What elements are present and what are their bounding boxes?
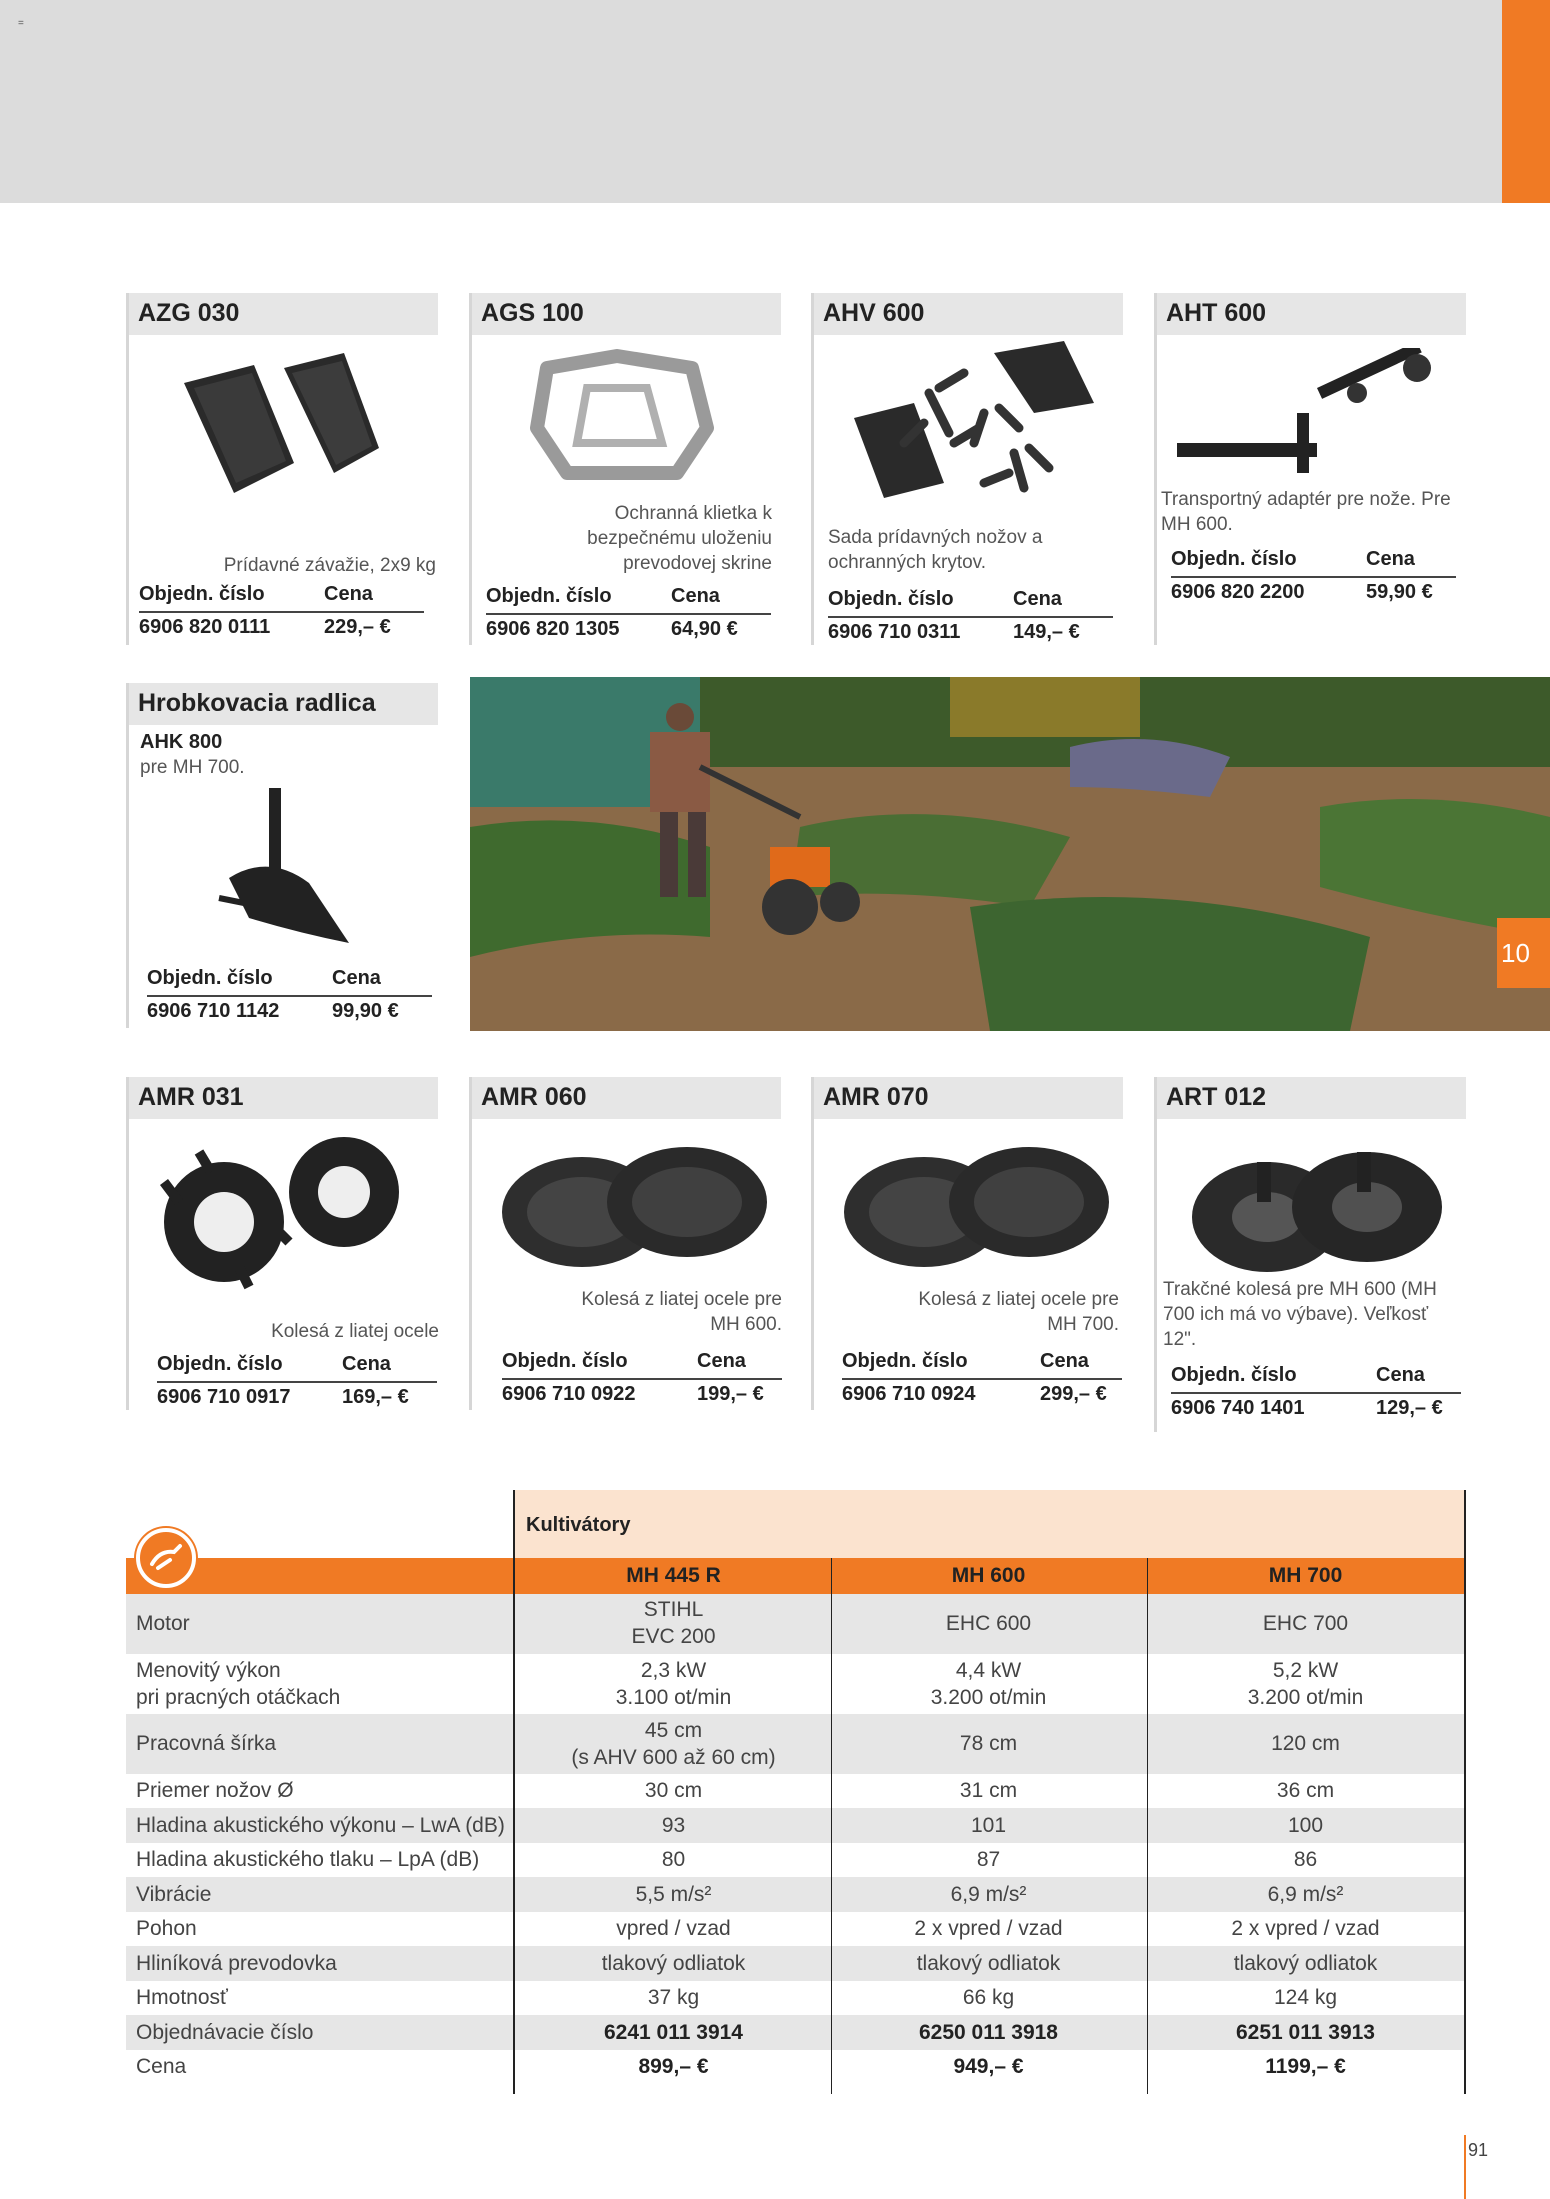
steel-wheels-image xyxy=(139,1122,429,1302)
order-number: 6906 820 2200 xyxy=(1171,581,1305,603)
product-title: Hrobkovacia radlica xyxy=(129,683,438,725)
order-label: Objedn. číslo xyxy=(486,585,612,607)
spec-value: 949,– € xyxy=(953,2055,1024,2078)
price-label: Cena xyxy=(342,1353,391,1375)
order-label: Objedn. číslo xyxy=(157,1353,283,1375)
product-desc: Trakčné kolesá pre MH 600 (MH 700 ich má vo výbave). Veľkosť 12". xyxy=(1163,1279,1437,1350)
section-tab[interactable]: 10 xyxy=(1497,918,1550,988)
product-code: AMR 060 xyxy=(472,1077,781,1119)
spec-label: Motor xyxy=(136,1612,190,1635)
spec-value: 6,9 m/s² xyxy=(1267,1883,1344,1906)
transport-adapter-image xyxy=(1167,348,1457,478)
plough-image xyxy=(209,783,369,953)
spec-value: 78 cm xyxy=(959,1732,1018,1755)
product-desc: Ochranná klietka k bezpečnému uloženiu prevodovej skrine xyxy=(587,503,772,574)
spec-value: 2,3 kW 3.100 ot/min xyxy=(615,1659,732,1709)
order-table xyxy=(828,588,1113,648)
product-code: AMR 070 xyxy=(814,1077,1123,1119)
spec-value: 30 cm xyxy=(644,1779,703,1802)
spec-row xyxy=(126,1981,1466,2015)
page-number: 91 xyxy=(1468,2140,1489,2160)
price: 149,– € xyxy=(1013,621,1080,643)
column-divider xyxy=(513,1490,515,2094)
spec-value: 1199,– € xyxy=(1265,2055,1346,2078)
spec-value: 31 cm xyxy=(959,1779,1018,1802)
order-table xyxy=(502,1350,782,1410)
product-code: AGS 100 xyxy=(472,293,781,335)
spec-value: 45 cm (s AHV 600 až 60 cm) xyxy=(571,1719,776,1769)
spec-label: Menovitý výkon pri pracných otáčkach xyxy=(136,1659,341,1709)
product-card-azg030 xyxy=(126,293,438,645)
spec-value: 5,2 kW 3.200 ot/min xyxy=(1247,1659,1364,1709)
product-desc: Kolesá z liatej ocele pre MH 600. xyxy=(581,1289,782,1335)
price-label: Cena xyxy=(1376,1364,1425,1386)
order-number: 6906 710 1142 xyxy=(147,1000,280,1022)
spec-row xyxy=(126,1808,1466,1843)
order-table xyxy=(157,1353,437,1413)
spec-value: 66 kg xyxy=(962,1986,1015,2009)
product-desc: Prídavné závažie, 2x9 kg xyxy=(223,555,436,576)
product-desc: Sada prídavných nožov a ochranných krytov. xyxy=(828,527,1043,573)
spec-value: 4,4 kW 3.200 ot/min xyxy=(930,1659,1047,1709)
spec-row xyxy=(126,1654,1466,1714)
spec-row xyxy=(126,1774,1466,1808)
order-number: 6906 820 0111 xyxy=(139,616,271,638)
product-card-aht600 xyxy=(1154,293,1466,645)
order-label: Objedn. číslo xyxy=(1171,548,1297,570)
spec-row xyxy=(126,1912,1466,1946)
spec-row xyxy=(126,1946,1466,1981)
spec-label: Cena xyxy=(136,2055,187,2078)
spec-value: STIHL EVC 200 xyxy=(631,1598,716,1648)
column-divider xyxy=(1147,1558,1148,2094)
column-divider xyxy=(1464,1490,1466,2094)
spec-value: 2 x vpred / vzad xyxy=(914,1917,1063,1940)
spec-value: 100 xyxy=(1287,1814,1324,1837)
spec-label: Pohon xyxy=(136,1917,197,1940)
product-code: AHV 600 xyxy=(814,293,1123,335)
spec-value: EHC 700 xyxy=(1262,1612,1349,1635)
price: 299,– € xyxy=(1040,1383,1107,1405)
spec-row xyxy=(126,1714,1466,1774)
category-row xyxy=(514,1490,1466,1558)
spec-label: Hladina akustického tlaku – LpA (dB) xyxy=(136,1848,480,1871)
page-number-rule xyxy=(1464,2135,1466,2199)
protective-cage-image xyxy=(527,348,717,483)
product-code: ART 012 xyxy=(1157,1077,1466,1119)
spec-value: 6241 011 3914 xyxy=(604,2021,743,2044)
spec-value: 120 cm xyxy=(1271,1732,1340,1755)
product-card-amr060 xyxy=(469,1077,781,1410)
product-code: AZG 030 xyxy=(129,293,438,335)
price-label: Cena xyxy=(1366,548,1415,570)
spec-value: 2 x vpred / vzad xyxy=(1231,1917,1380,1940)
spec-row xyxy=(126,2015,1466,2050)
spec-value: 86 xyxy=(1293,1848,1318,1871)
order-number: 6906 710 0922 xyxy=(502,1383,636,1405)
price: 59,90 € xyxy=(1366,581,1433,603)
price-label: Cena xyxy=(1013,588,1062,610)
price-label: Cena xyxy=(332,967,381,989)
spec-label: Hladina akustického výkonu – LwA (dB) xyxy=(136,1814,505,1837)
spec-value: 6250 011 3918 xyxy=(919,2021,1058,2044)
model-header: MH 700 xyxy=(1268,1564,1343,1587)
spec-value: 80 xyxy=(661,1848,686,1871)
product-code: AHK 800 xyxy=(140,731,223,753)
price: 64,90 € xyxy=(671,618,738,640)
spec-value: tlakový odliatok xyxy=(1233,1952,1378,1975)
spec-label: Pracovná šírka xyxy=(136,1732,277,1755)
product-card-amr070 xyxy=(811,1077,1123,1410)
order-label: Objedn. číslo xyxy=(1171,1364,1297,1386)
spec-row xyxy=(126,1594,1466,1654)
order-label: Objedn. číslo xyxy=(139,583,265,605)
product-card-amr031 xyxy=(126,1077,438,1410)
model-header: MH 445 R xyxy=(626,1564,721,1587)
product-card-ahk800 xyxy=(126,683,438,1028)
menu-icon[interactable]: = xyxy=(18,18,24,29)
product-desc: pre MH 700. xyxy=(140,757,245,778)
order-table xyxy=(1171,548,1456,608)
spec-value: tlakový odliatok xyxy=(601,1952,746,1975)
traction-wheels-image xyxy=(1182,1142,1452,1282)
product-card-ahv600 xyxy=(811,293,1123,645)
top-orange-tab xyxy=(1502,0,1550,203)
order-number: 6906 710 0924 xyxy=(842,1383,976,1405)
spec-label: Objednávacie číslo xyxy=(136,2021,314,2044)
spec-value: vpred / vzad xyxy=(616,1917,731,1940)
price: 99,90 € xyxy=(332,1000,399,1022)
product-card-ags100 xyxy=(469,293,781,645)
category-label: Kultivátory xyxy=(526,1514,631,1536)
spec-value: 87 xyxy=(976,1848,1001,1871)
weight-plates-image xyxy=(174,343,394,513)
spec-label: Priemer nožov Ø xyxy=(136,1779,294,1802)
cultivator-logo-icon xyxy=(136,1528,196,1588)
price-label: Cena xyxy=(324,583,373,605)
product-desc: Kolesá z liatej ocele pre MH 700. xyxy=(918,1289,1119,1335)
spec-value: 36 cm xyxy=(1276,1779,1335,1802)
price-label: Cena xyxy=(1040,1350,1089,1372)
cast-steel-wheels-image xyxy=(834,1132,1124,1282)
spec-label: Hmotnosť xyxy=(136,1986,228,2009)
spec-value: 101 xyxy=(970,1814,1007,1837)
spec-table xyxy=(126,1490,1466,2090)
spec-value: tlakový odliatok xyxy=(916,1952,1061,1975)
spec-label: Vibrácie xyxy=(136,1883,212,1906)
order-label: Objedn. číslo xyxy=(502,1350,628,1372)
column-divider xyxy=(831,1558,832,2094)
order-table xyxy=(139,583,424,643)
order-number: 6906 710 0311 xyxy=(828,621,961,643)
spec-row xyxy=(126,1877,1466,1912)
spec-value: 5,5 m/s² xyxy=(635,1883,712,1906)
order-number: 6906 740 1401 xyxy=(1171,1397,1305,1419)
order-table xyxy=(842,1350,1122,1410)
order-number: 6906 820 1305 xyxy=(486,618,620,640)
price-label: Cena xyxy=(697,1350,746,1372)
spec-value: 93 xyxy=(661,1814,686,1837)
order-table xyxy=(486,585,771,645)
order-number: 6906 710 0917 xyxy=(157,1386,291,1408)
garden-tiller-photo xyxy=(470,677,1550,1031)
price: 229,– € xyxy=(324,616,391,638)
spec-row xyxy=(126,2050,1466,2084)
spec-row xyxy=(126,1843,1466,1877)
price: 129,– € xyxy=(1376,1397,1443,1419)
spec-value: 124 kg xyxy=(1273,1986,1338,2009)
product-code: AHT 600 xyxy=(1157,293,1466,335)
product-card-art012 xyxy=(1154,1077,1466,1432)
knife-set-image xyxy=(834,333,1104,508)
top-band xyxy=(0,0,1502,203)
spec-value: 6,9 m/s² xyxy=(950,1883,1027,1906)
price-label: Cena xyxy=(671,585,720,607)
price: 199,– € xyxy=(697,1383,764,1405)
spec-value: 899,– € xyxy=(638,2055,709,2078)
product-desc: Kolesá z liatej ocele xyxy=(271,1321,439,1342)
spec-value: 37 kg xyxy=(647,1986,700,2009)
model-header: MH 600 xyxy=(951,1564,1026,1587)
cast-steel-wheels-image xyxy=(492,1132,782,1282)
price: 169,– € xyxy=(342,1386,409,1408)
product-code: AMR 031 xyxy=(129,1077,438,1119)
order-label: Objedn. číslo xyxy=(828,588,954,610)
order-table xyxy=(1171,1364,1461,1424)
spec-value: EHC 600 xyxy=(945,1612,1032,1635)
spec-label: Hliníková prevodovka xyxy=(136,1952,337,1975)
order-label: Objedn. číslo xyxy=(842,1350,968,1372)
order-table xyxy=(147,967,432,1027)
product-desc: Transportný adaptér pre nože. Pre MH 600. xyxy=(1161,489,1451,535)
spec-value: 6251 011 3913 xyxy=(1236,2021,1375,2044)
order-label: Objedn. číslo xyxy=(147,967,273,989)
